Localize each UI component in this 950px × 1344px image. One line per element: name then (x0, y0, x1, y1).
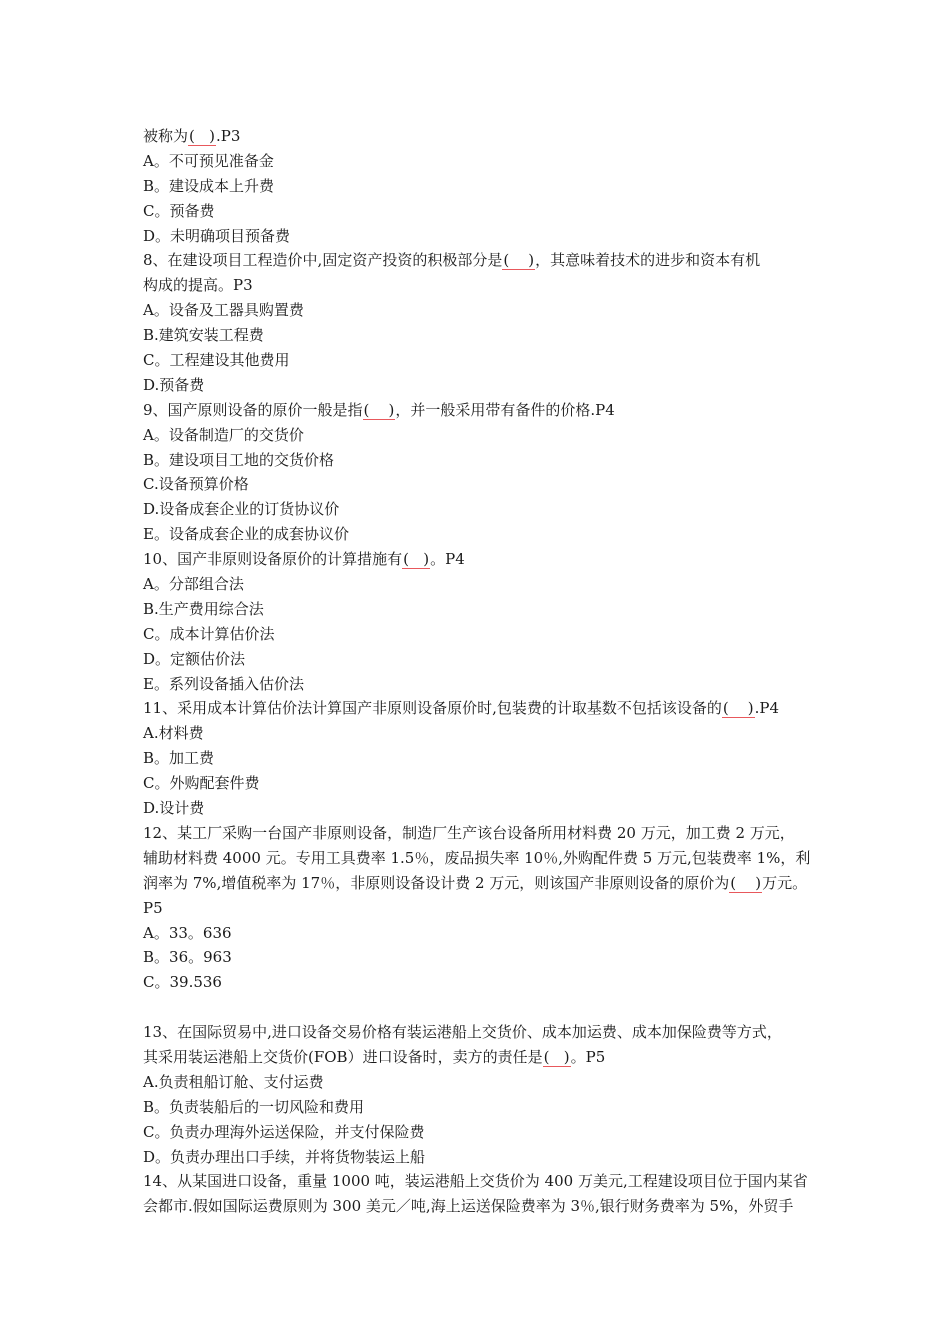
answer-option: D.设备成套企业的订货协议价 (143, 500, 340, 519)
stem-text: 其采用装运港船上交货价(FOB）进口设备时，卖方的责任是 (143, 1047, 543, 1066)
answer-option: D。未明确项目预备费 (143, 226, 291, 245)
answer-option: A。分部组合法 (143, 575, 244, 594)
stem-text: 构成的提高。P3 (143, 276, 253, 295)
question-stem-line (143, 896, 878, 921)
stem-text: 辅助材料费 4000 元。专用工具费率 1.5％，废品损失率 10％,外购配件费 5 万元,包装费率 1%，利 (143, 848, 811, 867)
answer-option: B。建设成本上升费 (143, 176, 275, 195)
answer-option: B.生产费用综合法 (143, 599, 264, 618)
answer-blank: ( ) (403, 550, 430, 569)
question-stem-line (143, 1169, 878, 1194)
answer-option: C。工程建设其他费用 (143, 351, 290, 370)
stem-text: 13、在国际贸易中,进口设备交易价格有装运港船上交货价、成本加运费、成本加保险费等方式， (143, 1023, 782, 1042)
answer-option: B.建筑安装工程费 (143, 326, 264, 345)
stem-text: 8、在建设项目工程造价中,固定资产投资的积极部分是 (143, 251, 503, 270)
stem-text: 会都市.假如国际运费原则为 300 美元／吨,海上运送保险费率为 3％,银行财务费率为 5%，外贸手 (143, 1197, 794, 1216)
stem-text-tail: 。P4 (430, 550, 465, 569)
question-stem-line (143, 248, 878, 273)
spacer (143, 995, 878, 1020)
answer-blank: ( ) (363, 400, 395, 419)
answer-option: A。设备及工器具购置费 (143, 301, 304, 320)
answer-option: B。建设项目工地的交货价格 (143, 450, 335, 469)
stem-text: P5 (143, 898, 163, 917)
answer-option: C。预备费 (143, 201, 215, 220)
answer-blank: ( ) (543, 1047, 570, 1066)
answer-option: D.设计费 (143, 799, 205, 818)
answer-option: B。负责装船后的一切风险和费用 (143, 1097, 365, 1116)
answer-option: A。33。636 (143, 923, 232, 942)
answer-option: A.负责租船订舱、支付运费 (143, 1072, 324, 1091)
question-stem-line (143, 398, 878, 423)
question-stem-line (143, 1194, 878, 1219)
stem-text-tail: .P4 (754, 699, 780, 718)
answer-option: D。负责办理出口手续，并将货物装运上船 (143, 1147, 426, 1166)
answer-blank: ( ) (722, 699, 754, 718)
stem-text: 11、采用成本计算估价法计算国产非原则设备原价时,包装费的计取基数不包括该设备的 (143, 699, 722, 718)
stem-text: 9、国产原则设备的原价一般是指 (143, 400, 363, 419)
answer-option: D.预备费 (143, 375, 205, 394)
question-stem-line (143, 124, 878, 149)
question-stem-line (143, 821, 878, 846)
answer-option: C。成本计算估价法 (143, 624, 275, 643)
stem-text-tail: ，其意味着技术的进步和资本有机 (535, 251, 761, 270)
answer-option: A。设备制造厂的交货价 (143, 425, 304, 444)
answer-option: D。定额估价法 (143, 649, 246, 668)
question-stem-line (143, 273, 878, 298)
answer-option: A.材料费 (143, 724, 204, 743)
stem-text: 12、某工厂采购一台国产非原则设备，制造厂生产该台设备所用材料费 20 万元，加工费 2 万元， (143, 823, 795, 842)
stem-text: 被称为 (143, 127, 189, 145)
answer-blank: ( ) (189, 127, 216, 145)
stem-text: 10、国产非原则设备原价的计算措施有 (143, 550, 403, 569)
answer-option: C。负责办理海外运送保险，并支付保险费 (143, 1122, 425, 1141)
answer-option: A。不可预见准备金 (143, 151, 274, 170)
answer-blank: ( ) (730, 873, 762, 892)
question-stem-line (143, 547, 878, 572)
answer-option: B。加工费 (143, 749, 215, 768)
question-stem-line (143, 846, 878, 871)
answer-option: C。39.536 (143, 973, 222, 992)
answer-option: C.设备预算价格 (143, 475, 249, 494)
stem-text-tail: ，并一般采用带有备件的价格.P4 (395, 400, 615, 419)
question-stem-line (143, 1020, 878, 1045)
answer-option: B。36。963 (143, 948, 232, 967)
question-stem-line (143, 871, 878, 896)
question-stem-line (143, 1045, 878, 1070)
answer-option: C。外购配套件费 (143, 774, 260, 793)
question-list (143, 124, 878, 1219)
stem-text-tail: .P3 (216, 127, 241, 145)
question-stem-line (143, 696, 878, 721)
answer-option: E。设备成套企业的成套协议价 (143, 525, 349, 544)
stem-text-tail: 。P5 (570, 1047, 606, 1066)
answer-option: E。系列设备插入估价法 (143, 674, 304, 693)
stem-text: 14、从某国进口设备，重量 1000 吨，装运港船上交货价为 400 万美元,工程建设项目位于国内某省 (143, 1172, 808, 1191)
answer-blank: ( ) (503, 251, 535, 270)
stem-text-tail: 万元。 (762, 873, 808, 892)
stem-text: 润率为 7%,增值税率为 17％，非原则设备设计费 2 万元，则该国产非原则设备的原价为 (143, 873, 730, 892)
